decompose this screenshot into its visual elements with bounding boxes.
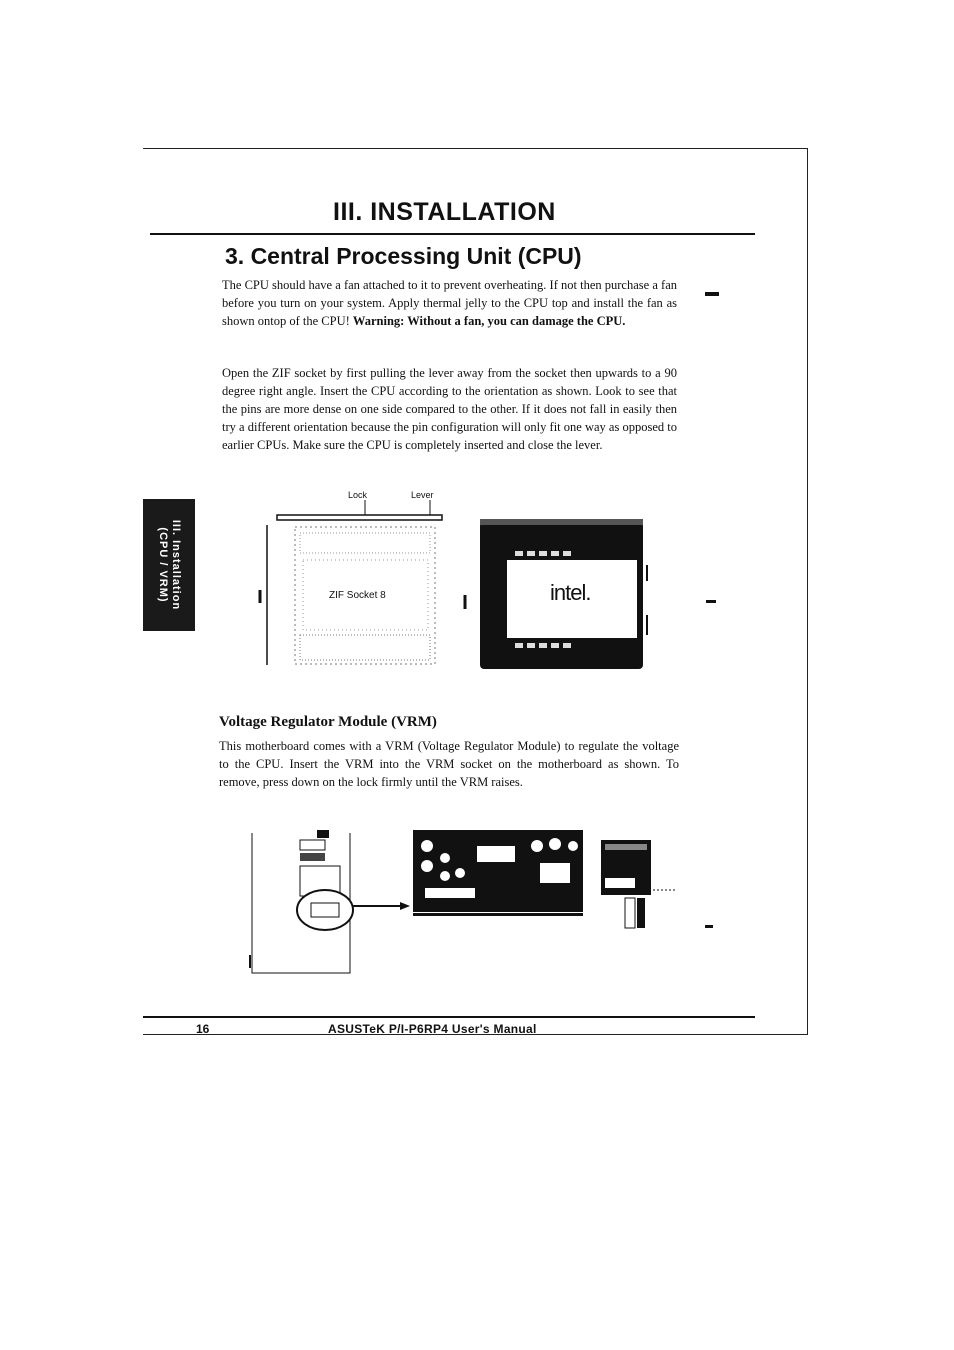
margin-mark <box>706 600 716 603</box>
cpu-socket-figure <box>255 485 655 675</box>
footer-page-number: 16 <box>196 1022 210 1036</box>
heading-rule <box>150 233 755 235</box>
side-tab <box>143 499 195 631</box>
cpu-warning: Warning: Without a fan, you can damage the CPU. <box>352 314 626 328</box>
cpu-paragraph-1 <box>222 276 677 330</box>
vrm-heading: Voltage Regulator Module (VRM) <box>219 714 437 730</box>
side-tab-line1: III. Installation <box>170 519 182 611</box>
vrm-paragraph: This motherboard comes with a VRM (Voltage Regulator Module) to regulate the voltage to the CPU. Insert the VRM into the VRM socket on the motherboard as shown. To remove, press down on the lock firmly until the VRM raises. <box>219 739 679 789</box>
vrm-figure <box>245 818 685 978</box>
lever-label: Lever <box>411 490 434 500</box>
section-heading: III. INSTALLATION <box>333 198 556 226</box>
footer-rule <box>143 1016 755 1018</box>
intel-logo: intel. <box>550 580 591 605</box>
margin-mark <box>705 292 719 296</box>
footer-title: ASUSTeK P/I-P6RP4 User's Manual <box>328 1022 537 1036</box>
page-title: 3. Central Processing Unit (CPU) <box>225 243 582 269</box>
cpu-paragraph-2: Open the ZIF socket by first pulling the lever away from the socket then upwards to a 90 degree right angle. Insert the CPU according to the orientation as shown. Look to see that the pins are more dense on one side compared to the other. If it does not fall in easily then try a different orientation because the pin configuration will only fit one way as opposed to earlier CPUs. Make sure the CPU is completely inserted and close the lever. <box>222 366 677 452</box>
side-tab-line2: (CPU / VRM) <box>157 527 169 603</box>
lock-label: Lock <box>348 490 368 500</box>
zif-socket-label: ZIF Socket 8 <box>329 590 386 601</box>
cpu-paragraph-1-text: The CPU should have a fan attached to it to prevent overheating. If not then purchase a fan before you turn on your system. Apply thermal jelly to the CPU top and install the fan as shown ontop of the CPU! <box>222 278 677 328</box>
margin-mark <box>705 925 713 928</box>
